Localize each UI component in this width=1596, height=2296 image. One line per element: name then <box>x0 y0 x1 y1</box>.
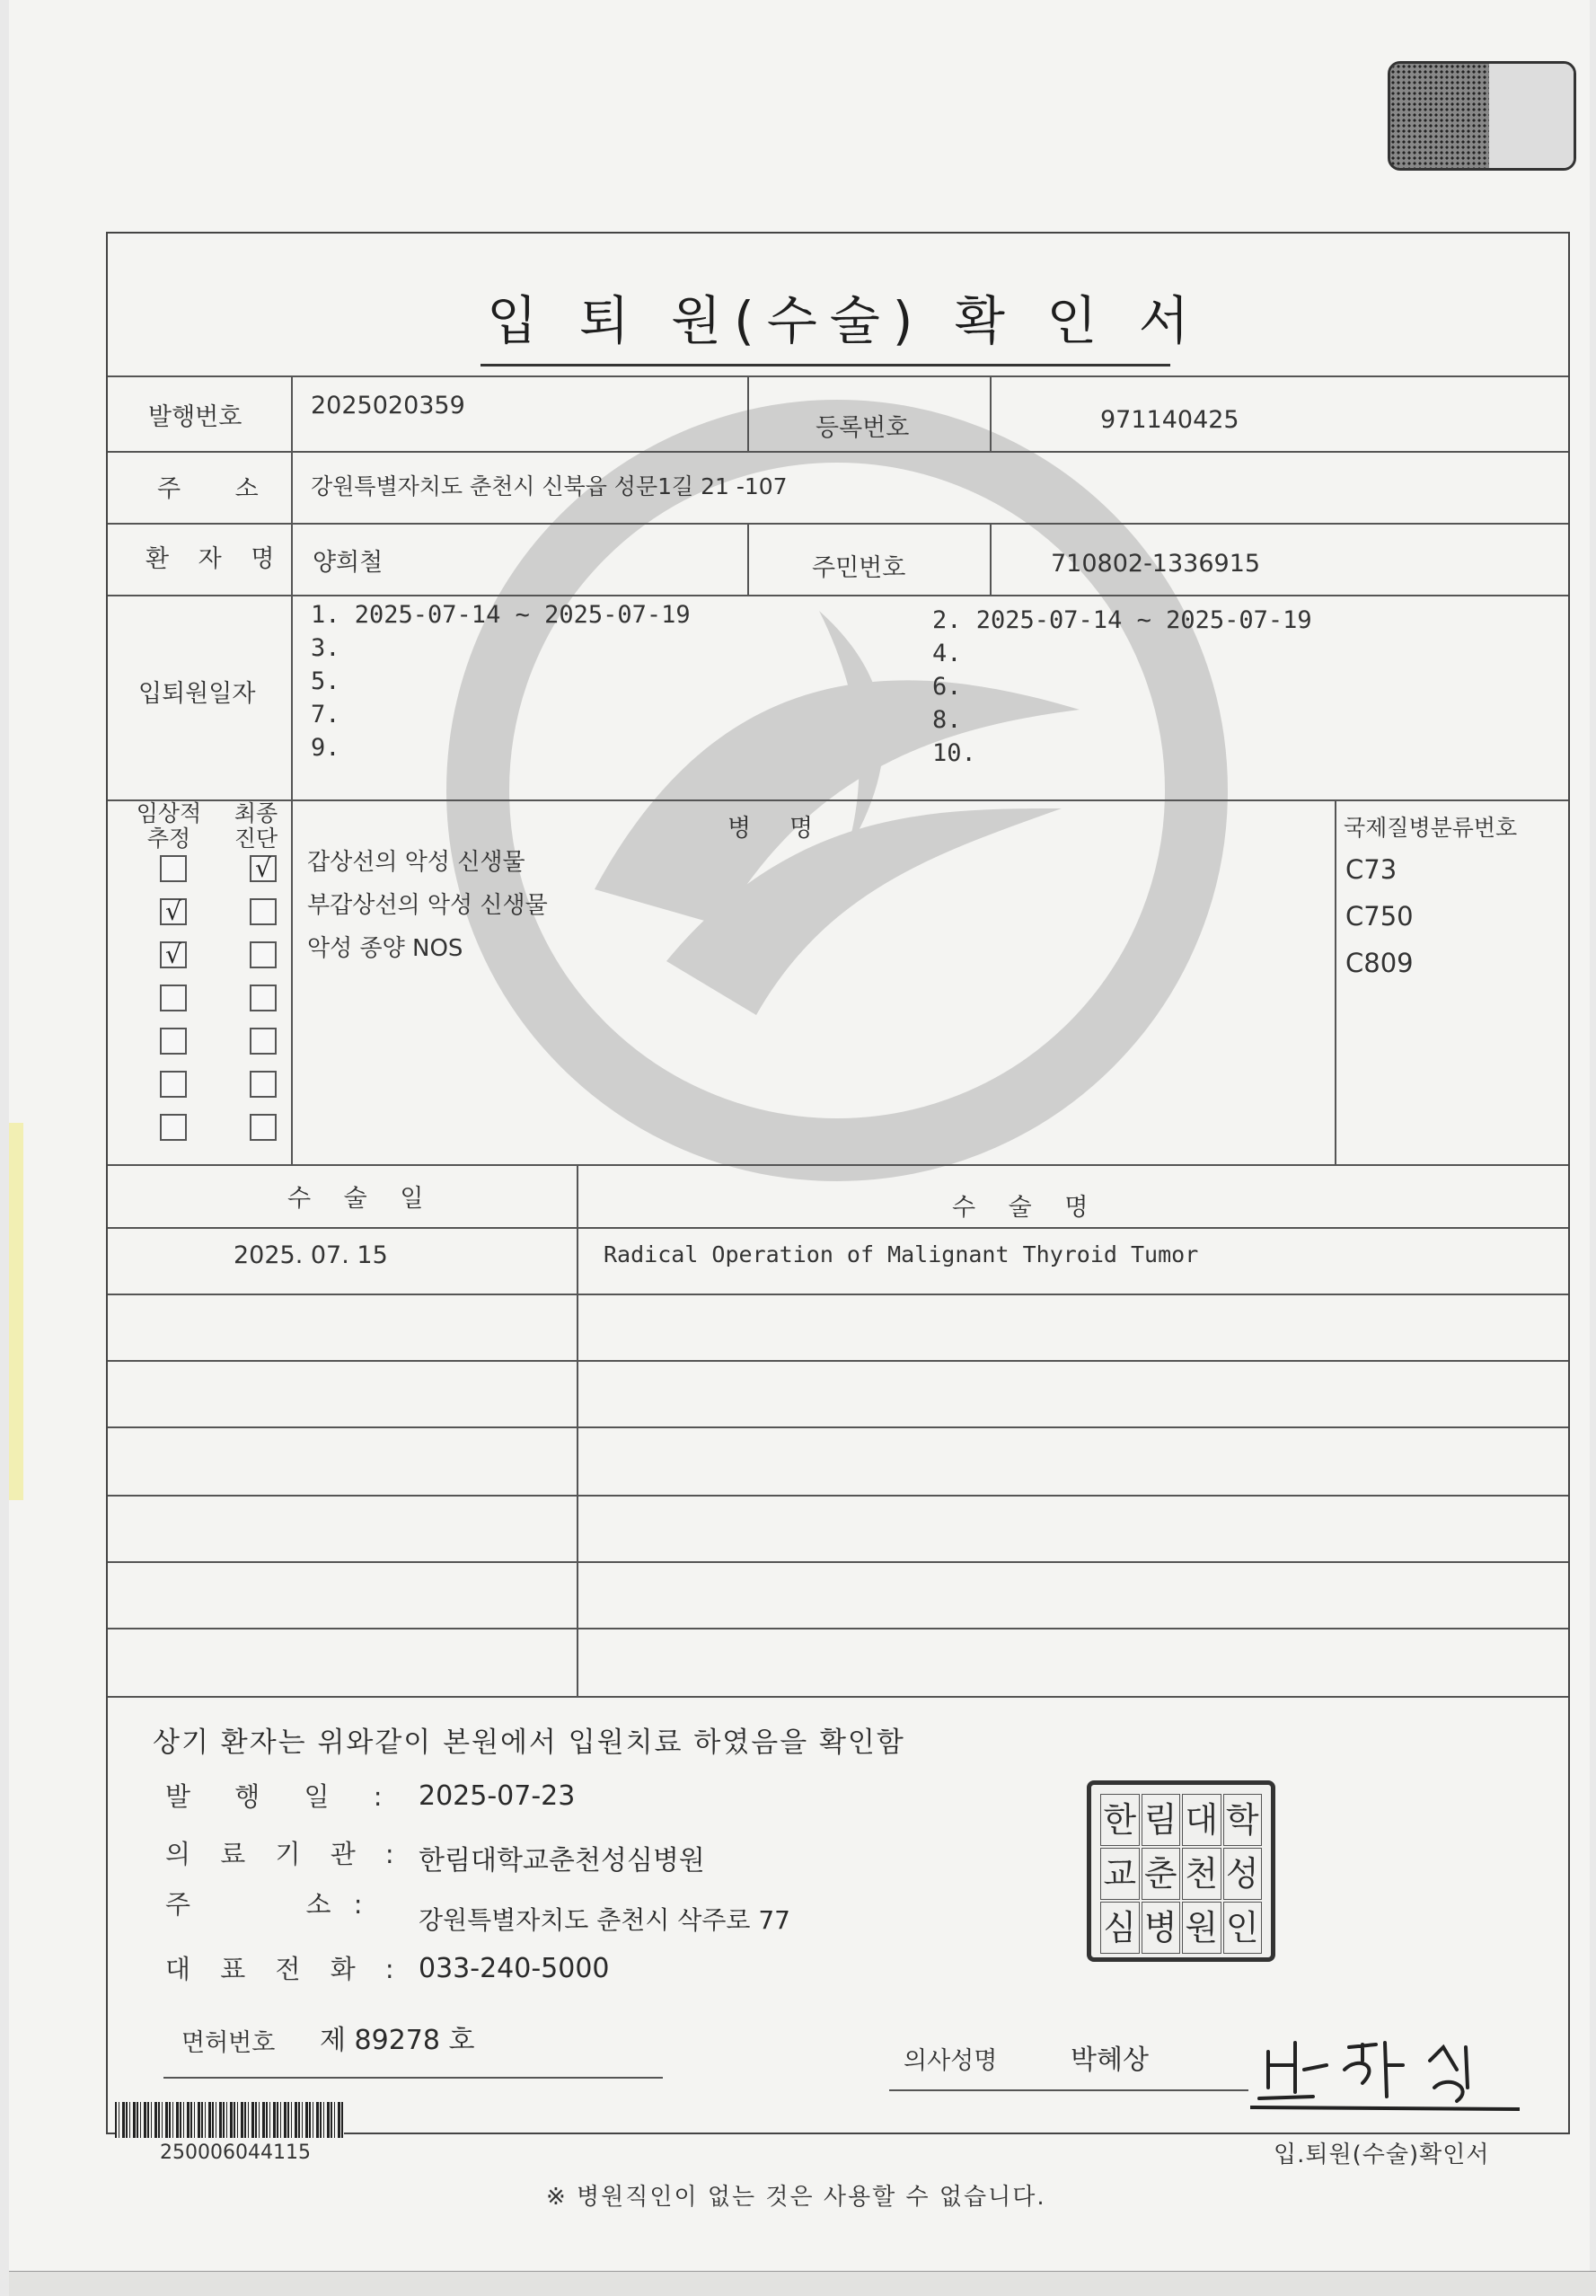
clinical-check-7[interactable] <box>160 1114 187 1141</box>
surgery-name: Radical Operation of Malignant Thyroid Tumor <box>604 1241 1199 1267</box>
final-check-2[interactable] <box>250 898 277 925</box>
address-value: 강원특별자치도 춘천시 신북읍 성문1길 21 -107 <box>311 473 788 499</box>
license-label: 면허번호 <box>181 2029 276 2057</box>
final-check-1[interactable]: √ <box>250 855 277 882</box>
hospital-seal: 한 림 대 학 교 춘 천 성 심 병 원 인 <box>1087 1780 1275 1962</box>
issue-date-value: 2025-07-23 <box>419 1780 576 1812</box>
hospital-address-label: 주 소 : <box>165 1889 370 1920</box>
clinical-check-3[interactable]: √ <box>160 941 187 968</box>
title-underline <box>481 364 1170 366</box>
bottom-page-edge <box>9 2271 1596 2296</box>
corner-marker-box <box>1388 61 1576 171</box>
halftone-fill <box>1390 64 1489 168</box>
doctor-label: 의사성명 <box>904 2047 998 2075</box>
address-label: 주 소 <box>157 475 282 503</box>
final-check-4[interactable] <box>250 985 277 1011</box>
clinical-check-4[interactable] <box>160 985 187 1011</box>
reg-no-label: 등록번호 <box>816 414 910 442</box>
clinical-check-6[interactable] <box>160 1071 187 1098</box>
diagnosis-name: 갑상선의 악성 신생물 <box>307 849 525 876</box>
surgery-date-header: 수 술 일 <box>287 1185 436 1213</box>
patient-label: 환 자 명 <box>145 545 286 573</box>
icd-code-list <box>1345 846 1414 986</box>
phone-value: 033-240-5000 <box>419 1953 610 1984</box>
clinical-check-2[interactable]: √ <box>160 898 187 925</box>
doctor-signature <box>1250 2016 1520 2115</box>
edge-sticky-note <box>9 1123 23 1500</box>
hospital-address-value: 강원특별자치도 춘천시 삭주로 77 <box>419 1905 790 1935</box>
license-value: 제 89278 호 <box>320 2025 475 2056</box>
issue-no-value: 2025020359 <box>311 392 465 419</box>
icd-code: C73 <box>1345 854 1398 885</box>
clinical-estimate-header: 임상적 추정 <box>136 800 202 852</box>
form-name: 입.퇴원(수술)확인서 <box>1274 2141 1490 2168</box>
document-title: 입 퇴 원(수술) 확 인 서 <box>487 290 1202 351</box>
doctor-name: 박혜상 <box>1071 2044 1149 2076</box>
clinical-check-5[interactable] <box>160 1028 187 1055</box>
diagnosis-name: 부갑상선의 악성 신생물 <box>307 892 548 919</box>
barcode <box>115 2102 344 2138</box>
final-check-3[interactable] <box>250 941 277 968</box>
icd-code: C750 <box>1345 901 1414 932</box>
resident-no-label: 주민번호 <box>812 554 906 582</box>
patient-name: 양희철 <box>313 549 384 577</box>
institution-label: 의 료 기 관 : <box>165 1839 405 1869</box>
barcode-number: 250006044115 <box>160 2141 311 2164</box>
admission-dates-right: 2. 2025-07-14 ~ 2025-07-19 4. 6. 8. 10. <box>932 606 1312 767</box>
admission-label: 입퇴원일자 <box>138 680 256 708</box>
confirmation-statement: 상기 환자는 위와같이 본원에서 입원치료 하였음을 확인함 <box>153 1726 905 1759</box>
institution-value: 한림대학교춘천성심병원 <box>419 1845 705 1877</box>
final-check-7[interactable] <box>250 1114 277 1141</box>
surgery-name-header: 수 술 명 <box>952 1194 1101 1222</box>
phone-label: 대 표 전 화 : <box>165 1954 405 1984</box>
final-check-6[interactable] <box>250 1071 277 1098</box>
document-page <box>9 0 1590 2282</box>
reg-no-value: 971140425 <box>1100 406 1239 434</box>
final-diagnosis-header: 최종 진단 <box>234 800 278 852</box>
final-check-5[interactable] <box>250 1028 277 1055</box>
clinical-check-1[interactable] <box>160 855 187 882</box>
footer-note: ※ 병원직인이 없는 것은 사용할 수 없습니다. <box>546 2184 1046 2211</box>
issue-no-label: 발행번호 <box>148 403 242 431</box>
icd-code: C809 <box>1345 948 1414 978</box>
resident-no-value: 710802-1336915 <box>1051 550 1261 578</box>
diagnosis-name: 악성 종양 NOS <box>307 935 463 962</box>
hospital-watermark-logo <box>433 386 1241 1195</box>
icd-header: 국제질병분류번호 <box>1344 815 1518 841</box>
diagnosis-list <box>307 841 548 970</box>
issue-date-label: 발 행 일 : <box>165 1781 401 1812</box>
admission-dates-left: 1. 2025-07-14 ~ 2025-07-19 3. 5. 7. 9. <box>311 601 691 762</box>
form-frame <box>106 232 1570 2134</box>
disease-name-header: 병 명 <box>727 815 814 843</box>
surgery-date: 2025. 07. 15 <box>234 1241 388 1269</box>
